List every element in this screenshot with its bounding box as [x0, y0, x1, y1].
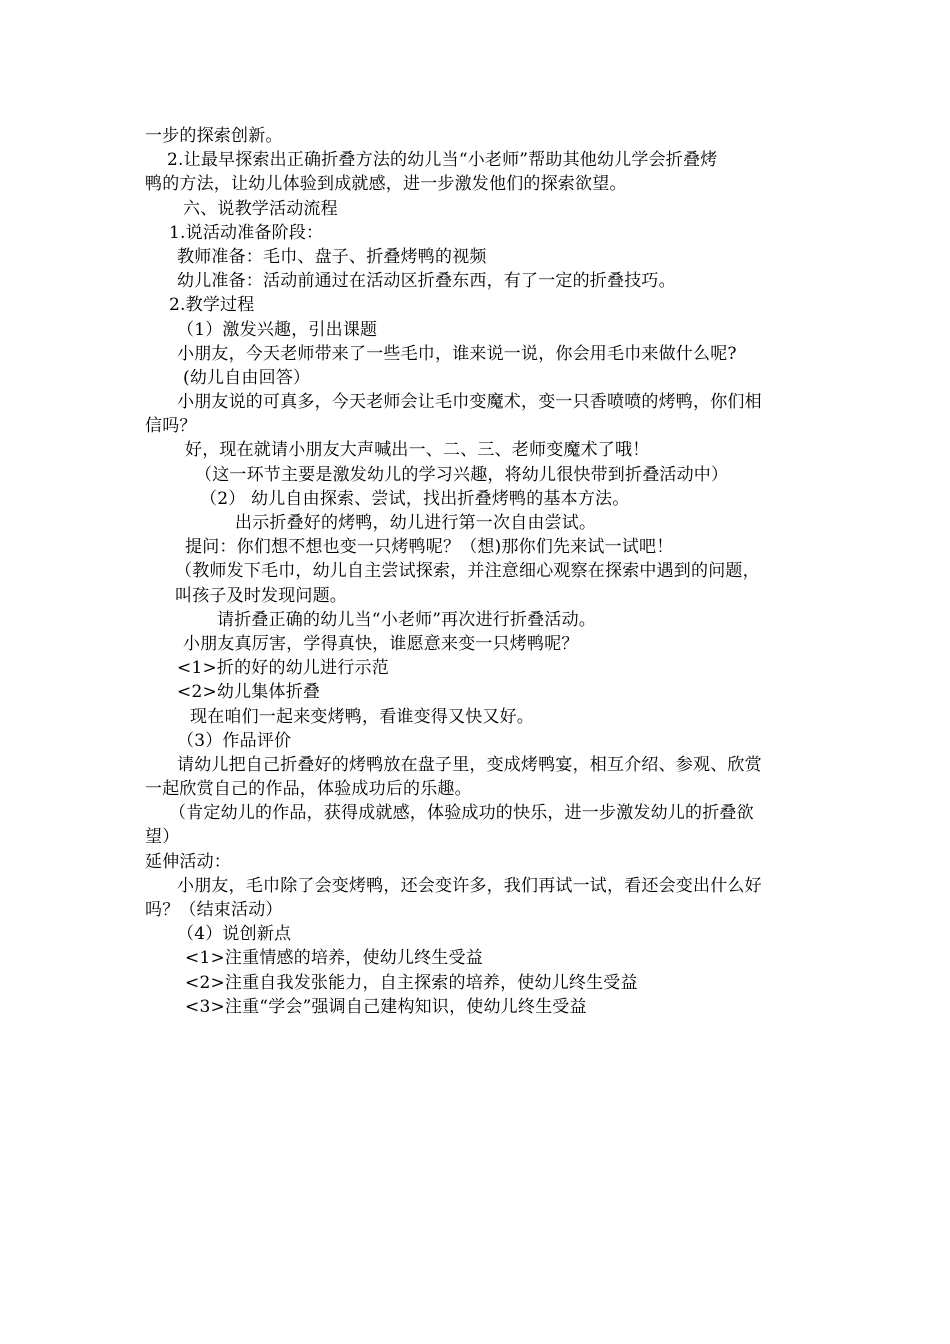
text-line: 2.教学过程	[169, 295, 255, 316]
text-line: 好，现在就请小朋友大声喊出一、二、三、老师变魔术了哦！	[185, 440, 650, 461]
text-line: （4）说创新点	[177, 924, 292, 945]
text-line: （3）作品评价	[177, 730, 292, 751]
text-line: （这一环节主要是激发幼儿的学习兴趣，将幼儿很快带到折叠活动中）	[195, 464, 729, 485]
text-line: 一步的探索创新。	[145, 126, 283, 146]
text-line: <3>注重“学会”强调自己建构知识，使幼儿终生受益	[185, 996, 587, 1017]
document-body	[145, 124, 810, 1019]
text-line: 小朋友说的可真多，今天老师会让毛巾变魔术，变一只香喷喷的烤鸭，你们相	[177, 392, 762, 413]
text-line: 幼儿准备：活动前通过在活动区折叠东西，有了一定的折叠技巧。	[177, 271, 676, 292]
text-line: 小朋友，毛巾除了会变烤鸭，还会变许多，我们再试一试，看还会变出什么好	[177, 875, 762, 896]
text-line: 请折叠正确的幼儿当“小老师”再次进行折叠活动。	[217, 609, 596, 630]
text-line: 吗？（结束活动）	[145, 900, 283, 920]
text-line: 提问：你们想不想也变一只烤鸭呢？（想)那你们先来试一试吧！	[185, 537, 674, 558]
section-heading: 延伸活动：	[145, 851, 231, 872]
text-line: 现在咱们一起来变烤鸭，看谁变得又快又好。	[190, 706, 534, 727]
section-heading: 六、说教学活动流程	[183, 198, 338, 219]
text-line: 2.让最早探索出正确折叠方法的幼儿当“小老师”帮助其他幼儿学会折叠烤	[167, 150, 718, 171]
text-line: 鸭的方法，让幼儿体验到成就感，进一步激发他们的探索欲望。	[145, 174, 627, 195]
text-line: 1.说活动准备阶段：	[169, 222, 324, 243]
text-line: <1>折的好的幼儿进行示范	[177, 658, 389, 679]
text-line: <2>注重自我发张能力，自主探索的培养，使幼儿终生受益	[185, 972, 638, 993]
text-line: (幼儿自由回答）	[183, 367, 311, 388]
text-line: 信吗？	[145, 416, 197, 437]
text-line: 小朋友，今天老师带来了一些毛巾，谁来说一说，你会用毛巾来做什么呢?	[177, 343, 737, 364]
text-line: 望）	[145, 827, 180, 848]
text-line: （肯定幼儿的作品，获得成就感，体验成功的快乐，进一步激发幼儿的折叠欲	[169, 803, 754, 824]
text-line: （2） 幼儿自由探索、尝试，找出折叠烤鸭的基本方法。	[200, 488, 630, 509]
text-line: （教师发下毛巾，幼儿自主尝试探索，并注意细心观察在探索中遇到的问题，	[175, 561, 760, 582]
text-line: （1）激发兴趣，引出课题	[177, 319, 378, 340]
text-line: <1>注重情感的培养，使幼儿终生受益	[185, 948, 483, 969]
text-line: 叫孩子及时发现问题。	[175, 585, 347, 606]
text-line: 小朋友真厉害，学得真快，谁愿意来变一只烤鸭呢？	[183, 633, 579, 654]
text-line: 教师准备：毛巾、盘子、折叠烤鸭的视频	[177, 246, 487, 267]
text-line: 出示折叠好的烤鸭，幼儿进行第一次自由尝试。	[235, 513, 597, 533]
text-line: <2>幼儿集体折叠	[177, 682, 321, 703]
text-line: 一起欣赏自己的作品，体验成功后的乐趣。	[145, 779, 472, 800]
text-line: 请幼儿把自己折叠好的烤鸭放在盘子里，变成烤鸭宴，相互介绍、参观、欣赏	[177, 754, 762, 775]
